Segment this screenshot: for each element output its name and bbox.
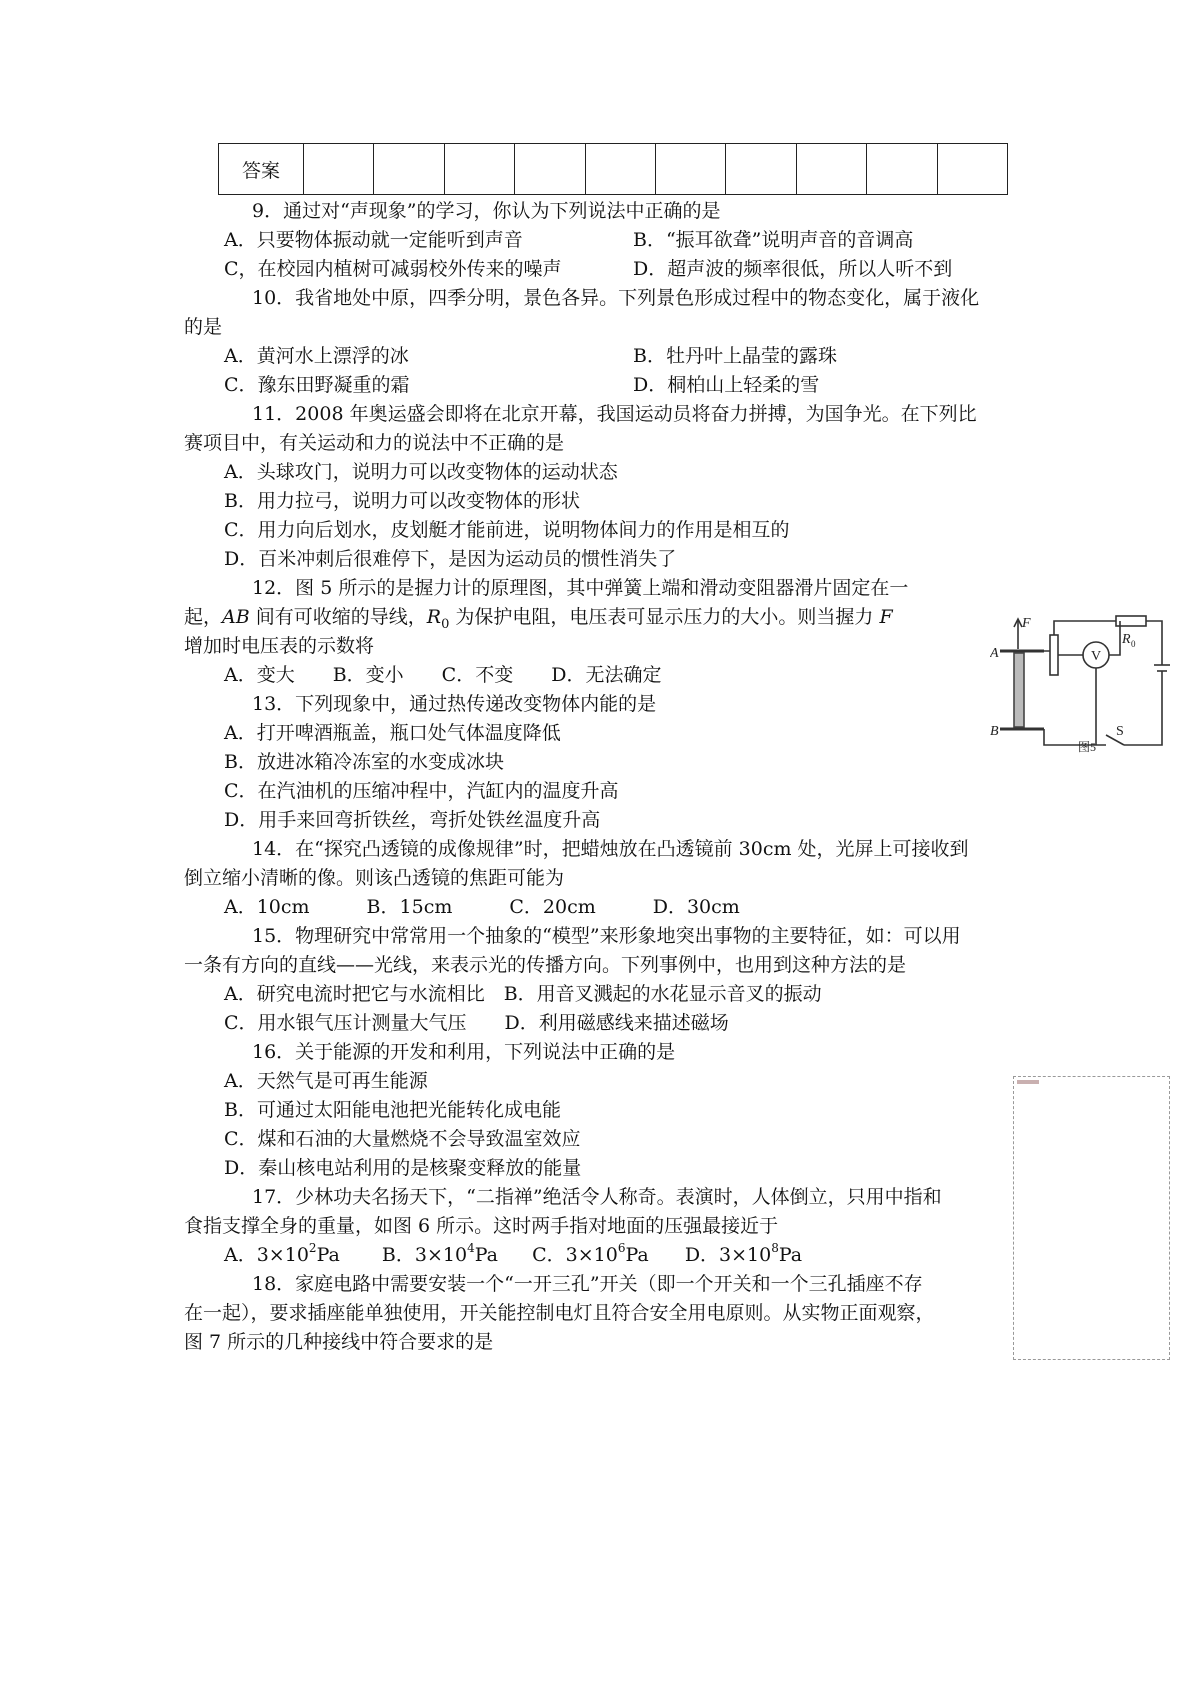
answer-cell[interactable] xyxy=(726,144,796,195)
option-9d: D．超声波的频率很低，所以人听不到 xyxy=(633,258,953,280)
question-16: 16．关于能源的开发和利用，下列说法中正确的是 xyxy=(252,1041,676,1063)
option-16d: D．秦山核电站利用的是核聚变释放的能量 xyxy=(224,1157,582,1179)
q12-ab: AB xyxy=(222,606,250,628)
option-17c-base: C．3×10 xyxy=(532,1244,618,1266)
q12-text-b: 间有可收缩的导线， xyxy=(249,606,427,628)
option-13a: A．打开啤酒瓶盖，瓶口处气体温度降低 xyxy=(224,722,561,744)
answer-cell[interactable] xyxy=(937,144,1007,195)
option-17a-base: A．3×10 xyxy=(224,1244,309,1266)
option-17c-unit: Pa xyxy=(625,1244,649,1266)
option-17a-exp: 2 xyxy=(308,1240,317,1255)
options-15ab: A．研究电流时把它与水流相比 B．用音叉溅起的水花显示音叉的振动 xyxy=(224,983,822,1005)
q12-text-a: 起， xyxy=(184,606,223,628)
option-13b: B．放进冰箱冷冻室的水变成冰块 xyxy=(224,751,504,773)
option-10c: C．豫东田野凝重的霜 xyxy=(224,374,410,396)
option-17b-unit: Pa xyxy=(474,1244,498,1266)
question-14-cont: 倒立缩小清晰的像。则该凸透镜的焦距可能为 xyxy=(184,867,565,889)
option-10d: D．桐柏山上轻柔的雪 xyxy=(633,374,820,396)
fig5-caption: 图5 xyxy=(1078,740,1097,753)
fig5-label-f: F xyxy=(1022,616,1031,631)
answer-cell[interactable] xyxy=(585,144,655,195)
fig5-label-r: R xyxy=(1122,632,1131,647)
option-9b: B．“振耳欲聋”说明声音的音调高 xyxy=(633,229,914,251)
option-16c: C．煤和石油的大量燃烧不会导致温室效应 xyxy=(224,1128,581,1150)
option-17d-base: D．3×10 xyxy=(684,1244,772,1266)
question-15-cont: 一条有方向的直线——光线，来表示光的传播方向。下列事例中，也用到这种方法的是 xyxy=(184,954,907,976)
option-17d-unit: Pa xyxy=(778,1244,803,1266)
answer-label: 答案 xyxy=(219,144,304,195)
figure-6-placeholder xyxy=(1013,1076,1170,1360)
answer-cell[interactable] xyxy=(655,144,725,195)
options-17 xyxy=(224,1241,802,1269)
figure-6-mark xyxy=(1017,1080,1039,1084)
question-10: 10．我省地处中原，四季分明，景色各异。下列景色形成过程中的物态变化，属于液化 xyxy=(252,287,980,309)
fig5-label-b: B xyxy=(990,724,999,739)
question-11-cont: 赛项目中，有关运动和力的说法中不正确的是 xyxy=(184,432,565,454)
option-17a-unit: Pa xyxy=(316,1244,340,1266)
q12-r0: R xyxy=(426,606,442,628)
q12-r0-sub: 0 xyxy=(441,616,450,632)
fig5-label-s: S xyxy=(1116,724,1124,739)
question-18-cont: 在一起），要求插座能单独使用，开关能控制电灯且符合安全用电原则。从实物正面观察， xyxy=(184,1302,935,1324)
option-10b: B．牡丹叶上晶莹的露珠 xyxy=(633,345,837,367)
figure-5 xyxy=(990,613,1176,753)
option-9a: A．只要物体振动就一定能听到声音 xyxy=(224,229,523,251)
options-15cd: C．用水银气压计测量大气压 D．利用磁感线来描述磁场 xyxy=(224,1012,729,1034)
question-12-line3: 增加时电压表的示数将 xyxy=(184,635,375,657)
option-13c: C．在汽油机的压缩冲程中，汽缸内的温度升高 xyxy=(224,780,619,802)
answer-table xyxy=(218,143,1008,195)
question-13: 13．下列现象中，通过热传递改变物体内能的是 xyxy=(252,693,657,715)
question-18: 18．家庭电路中需要安装一个“一开三孔”开关（即一个开关和一个三孔插座不存 xyxy=(252,1273,923,1295)
question-17-cont: 食指支撑全身的重量，如图 6 所示。这时两手指对地面的压强最接近于 xyxy=(184,1215,779,1237)
q12-f: F xyxy=(879,606,893,628)
answer-cell[interactable] xyxy=(515,144,585,195)
option-17a xyxy=(224,1240,340,1266)
options-14: A．10cm B．15cm C．20cm D．30cm xyxy=(224,896,740,918)
question-12: 12．图 5 所示的是握力计的原理图，其中弹簧上端和滑动变阻器滑片固定在一 xyxy=(252,577,909,599)
question-10-cont: 的是 xyxy=(184,316,223,338)
option-17b-base: B．3×10 xyxy=(381,1244,468,1266)
answer-cell[interactable] xyxy=(374,144,444,195)
option-13d: D．用手来回弯折铁丝，弯折处铁丝温度升高 xyxy=(224,809,601,831)
question-9: 9．通过对“声现象”的学习，你认为下列说法中正确的是 xyxy=(252,200,721,222)
question-15: 15．物理研究中常常用一个抽象的“模型”来形象地突出事物的主要特征，如：可以用 xyxy=(252,925,961,947)
option-17c-exp: 6 xyxy=(617,1240,626,1255)
question-11: 11．2008 年奥运盛会即将在北京开幕，我国运动员将奋力拼搏，为国争光。在下列比 xyxy=(252,403,977,425)
option-17b xyxy=(381,1240,498,1266)
option-16a: A．天然气是可再生能源 xyxy=(224,1070,428,1092)
fig5-label-r-sub: 0 xyxy=(1131,639,1136,649)
question-17: 17．少林功夫名扬天下，“二指禅”绝活令人称奇。表演时，人体倒立，只用中指和 xyxy=(252,1186,942,1208)
q12-text-c: 为保护电阻，电压表可显示压力的大小。则当握力 xyxy=(449,606,880,628)
option-17c xyxy=(532,1240,649,1266)
option-11b: B．用力拉弓，说明力可以改变物体的形状 xyxy=(224,490,580,512)
option-17d xyxy=(684,1240,803,1266)
option-11a: A．头球攻门，说明力可以改变物体的运动状态 xyxy=(224,461,618,483)
fig5-label-v: V xyxy=(1091,649,1102,664)
option-11d: D．百米冲刺后很难停下，是因为运动员的惯性消失了 xyxy=(224,548,677,570)
option-10a: A．黄河水上漂浮的冰 xyxy=(224,345,409,367)
option-16b: B．可通过太阳能电池把光能转化成电能 xyxy=(224,1099,561,1121)
options-12: A．变大 B．变小 C．不变 D．无法确定 xyxy=(224,664,662,686)
question-14: 14．在“探究凸透镜的成像规律”时，把蜡烛放在凸透镜前 30cm 处，光屏上可接收到 xyxy=(252,838,969,860)
option-9c: C，在校园内植树可减弱校外传来的噪声 xyxy=(224,258,562,280)
option-17b-exp: 4 xyxy=(467,1240,475,1255)
answer-cell[interactable] xyxy=(796,144,866,195)
answer-row xyxy=(219,144,1008,195)
question-12-line2 xyxy=(184,603,893,631)
answer-cell[interactable] xyxy=(304,144,374,195)
question-18-cont2: 图 7 所示的几种接线中符合要求的是 xyxy=(184,1331,494,1353)
option-11c: C．用力向后划水，皮划艇才能前进，说明物体间力的作用是相互的 xyxy=(224,519,790,541)
fig5-label-a: A xyxy=(990,646,999,661)
answer-cell[interactable] xyxy=(444,144,514,195)
answer-cell[interactable] xyxy=(867,144,937,195)
option-17d-exp: 8 xyxy=(771,1240,779,1255)
